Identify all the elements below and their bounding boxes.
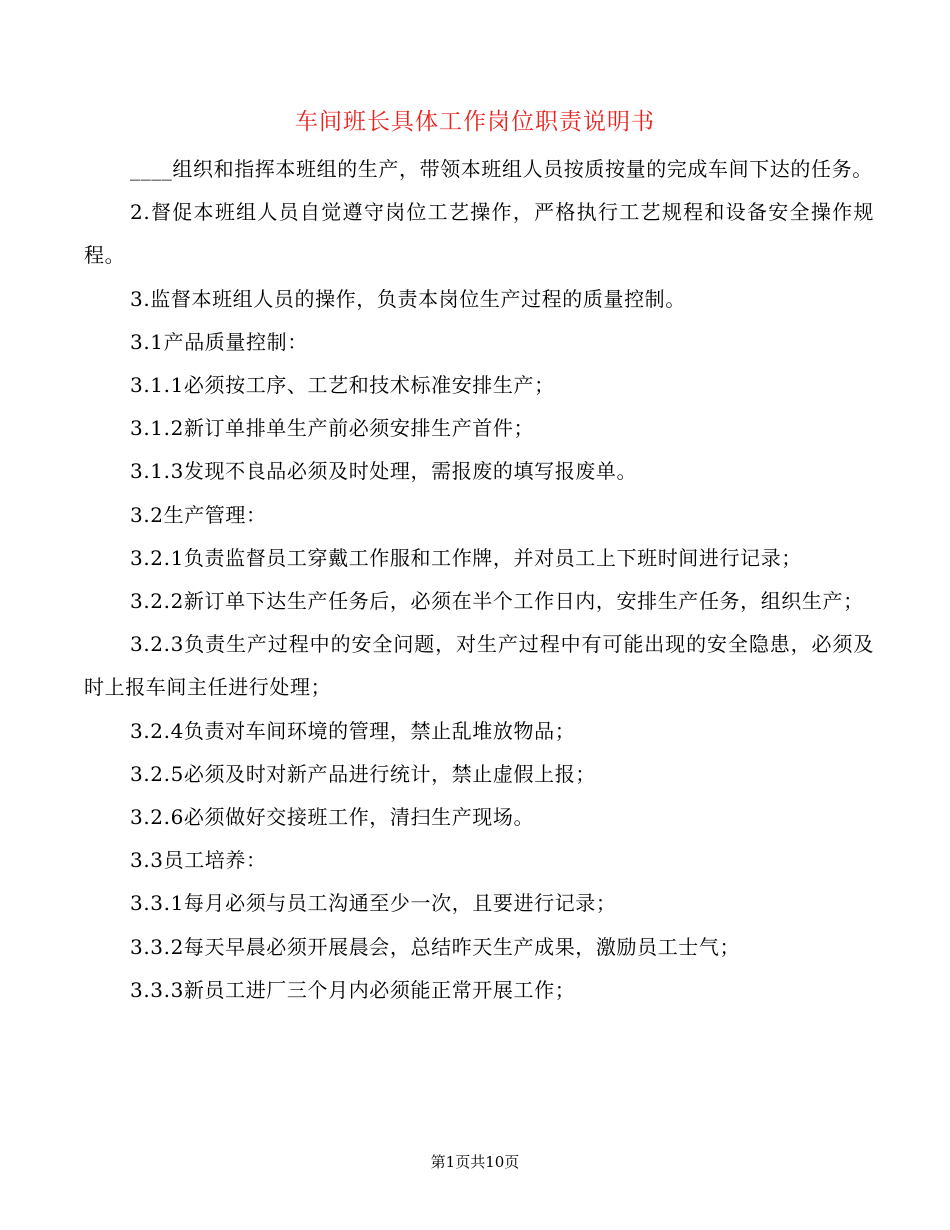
document-body [84,148,874,1012]
page-number-footer: 第1页共10页 [430,1153,520,1171]
paragraph-3-2-1: 3.2.1负责监督员工穿戴工作服和工作牌，并对员工上下班时间进行记录； [130,545,802,570]
document-title: 车间班长具体工作岗位职责说明书 [295,109,655,135]
paragraph-3: 3.监督本班组人员的操作，负责本岗位生产过程的质量控制。 [130,286,686,311]
paragraph-3-1: 3.1产品质量控制： [130,329,308,354]
paragraph-3-3-2: 3.3.2每天早晨必须开展晨会，总结昨天生产成果，激励员工士气； [130,934,741,959]
paragraph-3-2-6: 3.2.6必须做好交接班工作，清扫生产现场。 [130,805,535,830]
paragraph-1: ____组织和指挥本班组的生产，带领本班组人员按质按量的完成车间下达的任务。 [130,157,873,181]
paragraph-2: 2.督促本班组人员自觉遵守岗位工艺操作，严格执行工艺规程和设备安全操作规程。 [84,200,874,268]
paragraph-3-3-1: 3.3.1每月必须与员工沟通至少一次，且要进行记录； [130,891,617,916]
paragraph-3-2-3: 3.2.3负责生产过程中的安全问题，对生产过程中有可能出现的安全隐患，必须及时上报车间主任进行处理； [84,632,874,700]
paragraph-3-1-1: 3.1.1必须按工序、工艺和技术标准安排生产； [130,373,555,398]
paragraph-3-3-3: 3.3.3新员工进厂三个月内必须能正常开展工作； [130,977,576,1002]
paragraph-3-3: 3.3员工培养： [130,848,267,873]
paragraph-3-2-4: 3.2.4负责对车间环境的管理，禁止乱堆放物品； [130,718,576,743]
paragraph-3-2-5: 3.2.5必须及时对新产品进行统计，禁止虚假上报； [130,761,596,786]
paragraph-3-2-2: 3.2.2新订单下达生产任务后，必须在半个工作日内，安排生产任务，组织生产； [130,589,864,614]
paragraph-3-1-3: 3.1.3发现不良品必须及时处理，需报废的填写报废单。 [130,459,638,484]
paragraph-3-2: 3.2生产管理： [130,502,267,527]
paragraph-3-1-2: 3.1.2新订单排单生产前必须安排生产首件； [130,416,535,441]
